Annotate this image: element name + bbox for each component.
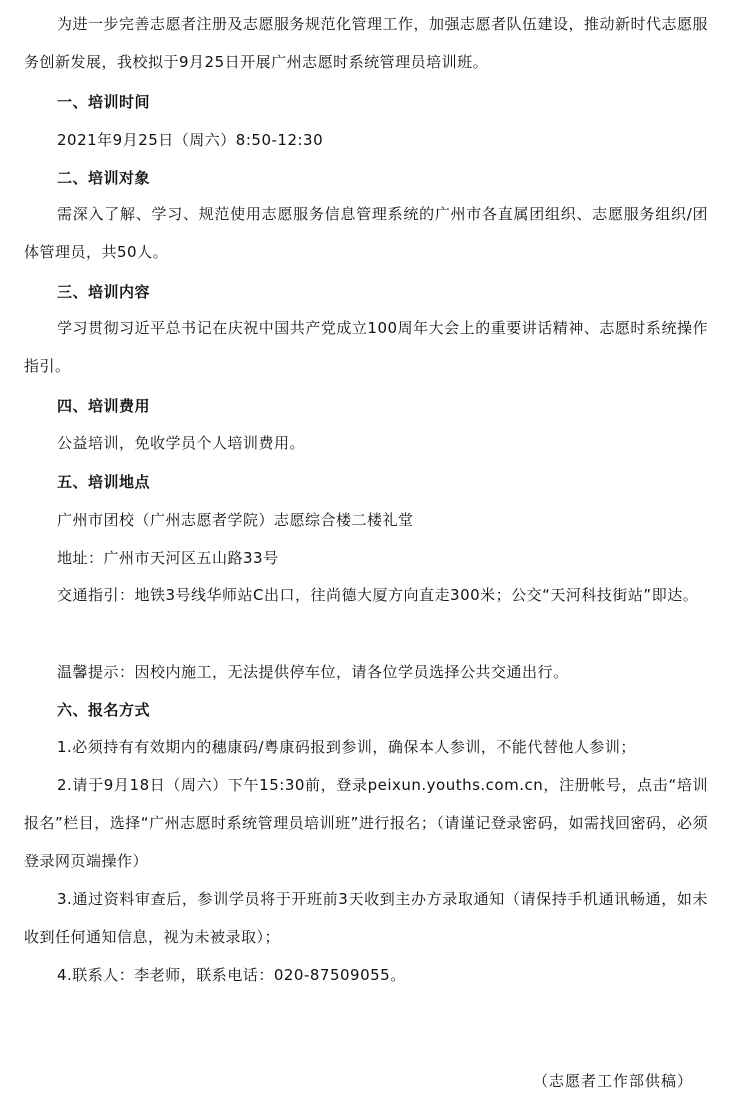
fee-text: 公益培训，免收学员个人培训费用。 [57, 434, 306, 452]
tip-text: 温馨提示：因校内施工，无法提供停车位，请各位学员选择公共交通出行。 [57, 663, 569, 681]
section-heading-fee: 四、培训费用 [57, 397, 151, 415]
transport-paragraph: 交通指引：地铁3号线华师站C出口，往尚德大厦方向直走300米；公交“天河科技街站”即达。 [57, 586, 699, 604]
intro-paragraph: 为进一步完善志愿者注册及志愿服务规范化管理工作，加强志愿者队伍建设，推动新时代志愿服务创新发展，我校拟于9月25日开展广州志愿时系统管理员培训班。 [24, 15, 709, 71]
section-heading-location: 五、培训地点 [57, 473, 151, 491]
training-time: 2021年9月25日（周六）8:50-12:30 [57, 131, 324, 149]
section-heading-registration: 六、报名方式 [57, 701, 151, 719]
section-heading-time: 一、培训时间 [57, 93, 151, 111]
registration-item-1: 1.必须持有有效期内的穗康码/粤康码报到参训，确保本人参训，不能代替他人参训； [57, 738, 636, 756]
registration-item-3: 3.通过资料审查后，参训学员将于开班前3天收到主办方录取通知（请保持手机通讯畅通，如未收到任何通知信息，视为未被录取）； [24, 890, 708, 946]
footer-credit: （志愿者工作部供稿） [532, 1072, 693, 1090]
address-text: 地址：广州市天河区五山路33号 [57, 549, 279, 567]
registration-item-2: 2.请于9月18日（周六）下午15:30前，登录peixun.youths.com.cn，注册帐号，点击“培训报名”栏目，选择“广州志愿时系统管理员培训班”进行报名；（请谨记登录密码，如需找回密码，必须登录网页端操作） [24, 776, 708, 870]
content-paragraph: 学习贯彻习近平总书记在庆祝中国共产党成立100周年大会上的重要讲话精神、志愿时系统操作指引。 [24, 319, 708, 375]
section-heading-content: 三、培训内容 [57, 283, 151, 301]
audience-paragraph: 需深入了解、学习、规范使用志愿服务信息管理系统的广州市各直属团组织、志愿服务组织/团体管理员，共50人。 [24, 205, 708, 261]
venue-text: 广州市团校（广州志愿者学院）志愿综合楼二楼礼堂 [57, 511, 414, 529]
section-heading-audience: 二、培训对象 [57, 169, 151, 187]
registration-item-4: 4.联系人：李老师，联系电话：020-87509055。 [57, 966, 406, 984]
